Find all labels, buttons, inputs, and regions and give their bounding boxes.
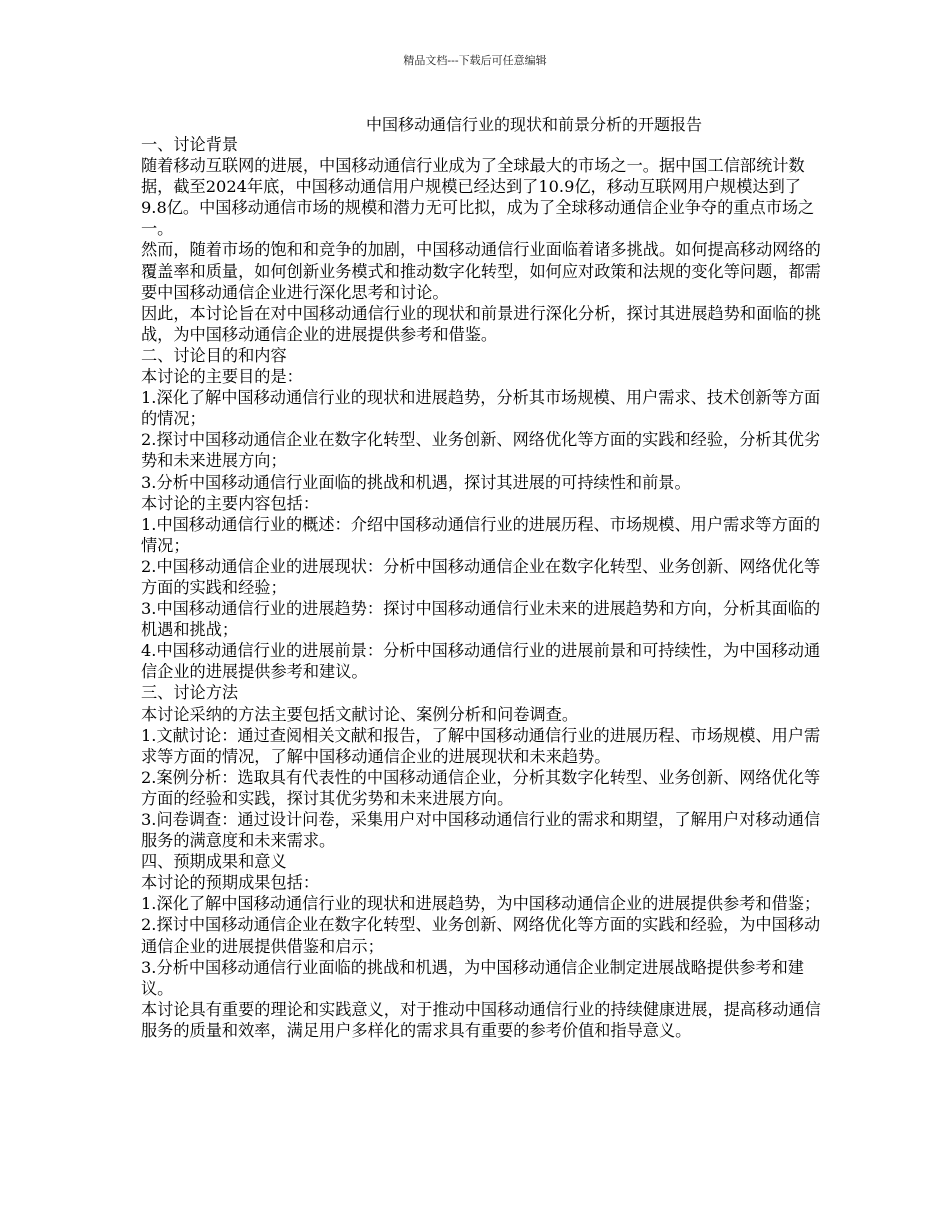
paragraph: 本讨论采纳的方法主要包括文献讨论、案例分析和问卷调查。: [141, 704, 579, 724]
section-heading-background: 一、讨论背景: [141, 135, 239, 154]
paragraph: 然而，随着市场的饱和和竞争的加剧，中国移动通信行业面临着诸多挑战。如何提高移动网络的覆盖率和质量，如何创新业务模式和推动数字化转型，如何应对政策和法规的变化等问题，都需要中国移动通信企业进行深化思考和讨论。: [141, 240, 821, 302]
list-item: 1.深化了解中国移动通信行业的现状和进展趋势，分析其市场规模、用户需求、技术创新等方面的情况；: [141, 388, 821, 429]
list-item: 1.中国移动通信行业的概述：介绍中国移动通信行业的进展历程、市场规模、用户需求等方面的情况；: [141, 514, 821, 555]
list-item: 2.案例分析：选取具有代表性的中国移动通信企业，分析其数字化转型、业务创新、网络优化等方面的经验和实践，探讨其优劣势和未来进展方向。: [141, 767, 821, 808]
document-title: 中国移动通信行业的现状和前景分析的开题报告: [366, 115, 703, 134]
list-item: 3.分析中国移动通信行业面临的挑战和机遇，探讨其进展的可持续性和前景。: [141, 472, 691, 492]
section-heading-purpose: 二、讨论目的和内容: [141, 345, 287, 365]
page-header-note: 精品文档---下载后可任意编辑: [403, 54, 547, 67]
list-item: 4.中国移动通信行业的进展前景：分析中国移动通信行业的进展前景和可持续性，为中国移动通信企业的进展提供参考和建议。: [141, 641, 821, 682]
paragraph: 本讨论的主要内容包括：: [141, 493, 320, 513]
paragraph: 本讨论的预期成果包括：: [141, 873, 320, 893]
list-item: 3.分析中国移动通信行业面临的挑战和机遇，为中国移动通信企业制定进展战略提供参考和建议。: [141, 957, 804, 998]
section-heading-method: 三、讨论方法: [141, 683, 239, 703]
document-body: [141, 134, 821, 1041]
list-item: 3.中国移动通信行业的进展趋势：探讨中国移动通信行业未来的进展趋势和方向，分析其面临的机遇和挑战；: [141, 599, 821, 640]
paragraph: 本讨论的主要目的是：: [141, 367, 303, 387]
paragraph: 随着移动互联网的进展，中国移动通信行业成为了全球最大的市场之一。据中国工信部统计数据，截至2024年底，中国移动通信用户规模已经达到了10.9亿，移动互联网用户规模达到了9.8亿。中国移动通信市场的规模和潜力无可比拟，成为了全球移动通信企业争夺的重点市场之一。: [141, 156, 815, 239]
list-item: 1.文献讨论：通过查阅相关文献和报告，了解中国移动通信行业的进展历程、市场规模、用户需求等方面的情况，了解中国移动通信企业的进展现状和未来趋势。: [141, 725, 821, 766]
list-item: 2.探讨中国移动通信企业在数字化转型、业务创新、网络优化等方面的实践和经验，为中国移动通信企业的进展提供借鉴和启示；: [141, 915, 821, 956]
paragraph: 因此，本讨论旨在对中国移动通信行业的现状和前景进行深化分析，探讨其进展趋势和面临的挑战，为中国移动通信企业的进展提供参考和借鉴。: [141, 303, 821, 344]
list-item: 3.问卷调查：通过设计问卷，采集用户对中国移动通信行业的需求和期望，了解用户对移动通信服务的满意度和未来需求。: [141, 810, 821, 851]
list-item: 2.中国移动通信企业的进展现状：分析中国移动通信企业在数字化转型、业务创新、网络优化等方面的实践和经验；: [141, 556, 821, 597]
paragraph: 本讨论具有重要的理论和实践意义，对于推动中国移动通信行业的持续健康进展，提高移动通信服务的质量和效率，满足用户多样化的需求具有重要的参考价值和指导意义。: [141, 999, 821, 1040]
list-item: 2.探讨中国移动通信企业在数字化转型、业务创新、网络优化等方面的实践和经验，分析其优劣势和未来进展方向；: [141, 430, 821, 471]
list-item: 1.深化了解中国移动通信行业的现状和进展趋势，为中国移动通信企业的进展提供参考和借鉴；: [141, 894, 821, 914]
section-heading-outcomes: 四、预期成果和意义: [141, 852, 287, 872]
